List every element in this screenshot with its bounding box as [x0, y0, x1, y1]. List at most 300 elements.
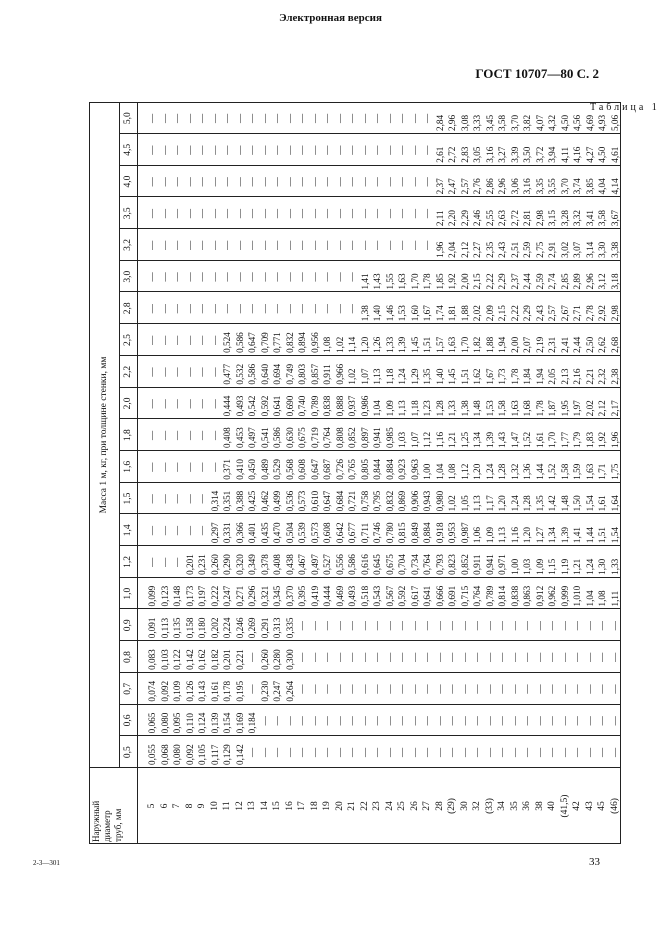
diameter-value: 12 — [234, 801, 245, 811]
mass-cell: — — [584, 621, 595, 631]
mass-cell: 2,37 — [509, 273, 520, 290]
mass-cell: — — [284, 208, 295, 219]
mass-cell: — — [384, 240, 395, 250]
mass-cell: 1,20 — [359, 336, 370, 353]
mass-cell: 0,746 — [372, 522, 382, 544]
diameter-header-line-1: Наружный — [91, 800, 101, 842]
mass-cell: 0,161 — [209, 680, 220, 702]
diameter-value: 38 — [534, 801, 545, 811]
mass-cell: 1,55 — [384, 273, 395, 290]
mass-cell: 0,320 — [234, 554, 245, 575]
mass-cell: — — [172, 557, 182, 567]
mass-cell: 1,58 — [497, 400, 507, 417]
mass-cell: — — [347, 684, 357, 694]
diameter-value: 19 — [322, 801, 332, 811]
mass-cell: 1,82 — [472, 336, 482, 353]
mass-cell: 0,641 — [272, 395, 282, 417]
mass-cell: — — [572, 747, 582, 757]
mass-cell: 0,408 — [272, 554, 282, 575]
mass-cell: — — [434, 621, 445, 631]
mass-cell: 1,06 — [472, 527, 482, 544]
mass-cell: — — [197, 240, 207, 250]
mass-cell: — — [384, 621, 395, 631]
diameter-value: 11 — [222, 801, 232, 811]
mass-cell: — — [197, 272, 207, 282]
column-rule — [119, 260, 621, 261]
mass-cell: 0,378 — [259, 554, 270, 575]
mass-cell: — — [184, 494, 195, 504]
thickness-header: 1,0 — [123, 587, 133, 600]
column-rule — [119, 387, 621, 388]
mass-cell: — — [459, 716, 470, 726]
mass-cell: 0,941 — [484, 554, 495, 575]
mass-cell: — — [322, 716, 332, 726]
mass-cell: 0,173 — [184, 585, 195, 607]
mass-cell: — — [472, 747, 482, 757]
mass-cell: — — [334, 652, 345, 662]
mass-cell: 0,758 — [359, 490, 370, 512]
column-rule — [119, 228, 621, 229]
mass-cell: — — [184, 304, 195, 314]
diameter-value: 14 — [259, 801, 270, 811]
mass-cell: 1,05 — [459, 495, 470, 512]
mass-cell: — — [509, 716, 520, 726]
mass-cell: — — [209, 208, 220, 219]
mass-cell: 0,953 — [447, 522, 457, 544]
mass-cell: — — [384, 716, 395, 726]
mass-cell: — — [247, 145, 257, 155]
mass-cell: 1,78 — [422, 273, 432, 290]
mass-cell: — — [222, 240, 232, 250]
mass-cell: — — [309, 113, 320, 123]
mass-cell: — — [372, 684, 382, 694]
mass-cell: — — [522, 652, 532, 662]
mass-cell: — — [584, 684, 595, 694]
column-rule — [119, 513, 621, 514]
mass-cell: 0,271 — [234, 585, 245, 607]
mass-cell: — — [272, 208, 282, 219]
mass-cell: — — [284, 304, 295, 314]
mass-cell: 0,642 — [334, 522, 345, 544]
mass-cell: 0,524 — [222, 332, 232, 353]
mass-cell: 0,493 — [347, 585, 357, 607]
mass-cell: — — [284, 272, 295, 282]
mass-cell: 0,573 — [297, 490, 307, 512]
mass-cell: — — [309, 177, 320, 187]
mass-cell: 1,61 — [597, 495, 607, 512]
mass-cell: 1,44 — [584, 527, 595, 544]
mass-cell: — — [197, 430, 207, 440]
mass-cell: 3,94 — [547, 146, 557, 163]
mass-cell: 2,71 — [572, 305, 582, 322]
mass-cell: — — [547, 652, 557, 662]
mass-cell: — — [347, 747, 357, 757]
mass-cell: 1,18 — [384, 368, 395, 385]
mass-cell: — — [184, 113, 195, 123]
mass-cell: 0,224 — [222, 617, 232, 639]
mass-cell: 4,61 — [609, 146, 620, 163]
mass-cell: — — [334, 747, 345, 757]
mass-cell: 2,55 — [484, 210, 495, 227]
mass-cell: 0,709 — [259, 332, 270, 353]
mass-cell: — — [609, 652, 620, 662]
mass-cell: 1,63 — [447, 336, 457, 353]
mass-cell: — — [309, 621, 320, 631]
diameter-value: 9 — [197, 803, 207, 809]
mass-cell: 2,46 — [472, 210, 482, 227]
column-rule — [119, 355, 621, 356]
mass-cell: — — [309, 304, 320, 314]
mass-cell: — — [497, 684, 507, 694]
mass-cell: 0,351 — [222, 490, 232, 512]
mass-cell: — — [409, 177, 420, 187]
mass-cell: 0,401 — [247, 522, 257, 544]
mass-cell: — — [209, 272, 220, 282]
mass-cell: — — [572, 652, 582, 662]
mass-cell: 2,43 — [534, 305, 545, 322]
diameter-value: 25 — [397, 801, 407, 811]
mass-cell: 1,38 — [359, 305, 370, 322]
mass-table — [89, 102, 621, 844]
mass-cell: 3,41 — [584, 210, 595, 227]
mass-cell: 3,16 — [484, 146, 495, 163]
mass-cell: — — [384, 145, 395, 155]
mass-cell: 2,96 — [497, 178, 507, 195]
mass-cell: 0,832 — [284, 332, 295, 353]
diameter-value: 22 — [359, 801, 370, 811]
mass-cell: 2,05 — [547, 368, 557, 385]
mass-cell: 2,04 — [447, 241, 457, 258]
mass-cell: 2,29 — [497, 273, 507, 290]
mass-cell: — — [472, 621, 482, 631]
mass-cell: 0,182 — [209, 649, 220, 670]
mass-cell: 1,45 — [409, 336, 420, 353]
mass-cell: 0,504 — [284, 522, 295, 544]
mass-cell: — — [197, 304, 207, 314]
mass-cell: — — [197, 113, 207, 123]
mass-cell: — — [159, 494, 170, 504]
mass-cell: 0,764 — [422, 554, 432, 575]
mass-cell: 1,24 — [484, 463, 495, 480]
mass-cell: — — [522, 621, 532, 631]
mass-cell: — — [209, 304, 220, 314]
mass-cell: 0,300 — [284, 649, 295, 670]
mass-cell: 2,72 — [509, 210, 520, 227]
mass-cell: — — [372, 177, 382, 187]
mass-cell: 1,39 — [397, 336, 407, 353]
mass-cell: — — [484, 684, 495, 694]
mass-cell: — — [222, 113, 232, 123]
mass-cell: — — [347, 716, 357, 726]
mass-cell: 0,543 — [372, 585, 382, 607]
mass-cell: — — [322, 747, 332, 757]
mass-cell: — — [172, 399, 182, 409]
mass-cell: — — [397, 145, 407, 155]
mass-cell: 2,47 — [447, 178, 457, 195]
diameter-value: 43 — [584, 801, 595, 811]
mass-cell: 2,19 — [534, 336, 545, 353]
mass-cell: 2,13 — [559, 368, 570, 385]
mass-cell: 0,764 — [322, 427, 332, 448]
mass-cell: — — [434, 684, 445, 694]
thickness-header: 1,5 — [123, 492, 133, 505]
mass-cell: — — [247, 684, 257, 694]
mass-cell: 0,647 — [322, 490, 332, 512]
mass-cell: 1,88 — [484, 336, 495, 353]
mass-cell: 2,12 — [459, 241, 470, 258]
mass-cell: 4,27 — [584, 146, 595, 163]
mass-cell: 3,05 — [472, 146, 482, 163]
mass-cell: — — [322, 208, 332, 219]
mass-cell: — — [447, 747, 457, 757]
mass-cell: 0,719 — [309, 427, 320, 448]
mass-cell: 2,59 — [522, 241, 532, 258]
mass-cell: 1,70 — [459, 336, 470, 353]
mass-cell: 2,02 — [472, 305, 482, 322]
diameter-value: 32 — [472, 801, 482, 811]
mass-cell: 1,92 — [597, 431, 607, 448]
header-electronic-version: Электронная версия — [279, 12, 382, 24]
mass-cell: — — [409, 747, 420, 757]
mass-cell: 0,246 — [234, 617, 245, 639]
mass-cell: 3,14 — [584, 241, 595, 258]
mass-cell: 1,16 — [434, 431, 445, 448]
mass-cell: 1,51 — [459, 368, 470, 385]
mass-cell: — — [159, 272, 170, 282]
mass-cell: 0,691 — [447, 585, 457, 607]
thickness-header-rule — [137, 102, 138, 768]
mass-cell: 0,444 — [222, 395, 232, 417]
mass-cell: — — [184, 399, 195, 409]
mass-cell: — — [172, 177, 182, 187]
mass-cell: 0,371 — [222, 459, 232, 480]
mass-cell: 0,586 — [272, 427, 282, 448]
diameter-value: (46) — [609, 798, 620, 814]
mass-cell: — — [597, 652, 607, 662]
mass-cell: 0,943 — [422, 490, 432, 512]
mass-cell: 0,162 — [197, 649, 207, 670]
thickness-header: 0,9 — [123, 619, 133, 632]
mass-cell: — — [534, 747, 545, 757]
mass-cell: 0,923 — [397, 459, 407, 480]
mass-cell: — — [409, 684, 420, 694]
mass-cell: 0,897 — [359, 427, 370, 448]
mass-cell: 0,124 — [197, 712, 207, 734]
mass-cell: — — [159, 145, 170, 155]
mass-cell: — — [509, 621, 520, 631]
mass-cell: 1,02 — [334, 336, 345, 353]
mass-cell: 0,489 — [259, 459, 270, 480]
thickness-header: 1,4 — [123, 524, 133, 537]
mass-cell: 4,11 — [559, 146, 570, 163]
mass-cell: 0,803 — [297, 363, 307, 385]
mass-cell: — — [397, 652, 407, 662]
mass-cell: 0,641 — [422, 585, 432, 607]
mass-cell: 1,00 — [422, 463, 432, 480]
mass-cell: 0,795 — [372, 490, 382, 512]
mass-cell: 1,18 — [409, 400, 420, 417]
mass-cell: — — [172, 430, 182, 440]
column-rule — [119, 640, 621, 641]
mass-cell: 0,169 — [234, 712, 245, 734]
mass-cell: 0,477 — [222, 363, 232, 385]
mass-cell: 1,17 — [484, 495, 495, 512]
mass-cell: 0,222 — [209, 585, 220, 607]
mass-cell: — — [234, 304, 245, 314]
mass-cell: — — [147, 462, 157, 472]
mass-cell: 0,573 — [309, 522, 320, 544]
mass-cell: — — [309, 208, 320, 219]
mass-cell: — — [534, 652, 545, 662]
mass-cell: — — [359, 145, 370, 155]
mass-cell: — — [297, 621, 307, 631]
mass-cell: — — [497, 652, 507, 662]
mass-cell: 0,109 — [172, 680, 182, 702]
mass-cell: 1,47 — [509, 431, 520, 448]
mass-cell: 1,20 — [472, 463, 482, 480]
mass-cell: 0,675 — [384, 554, 395, 575]
mass-cell: 0,105 — [197, 744, 207, 765]
mass-cell: 3,18 — [609, 273, 620, 290]
mass-cell: — — [172, 145, 182, 155]
mass-cell: — — [559, 652, 570, 662]
mass-cell: 1,04 — [372, 400, 382, 417]
mass-cell: — — [234, 272, 245, 282]
column-rule — [119, 450, 621, 451]
mass-cell: — — [322, 113, 332, 123]
mass-cell: — — [322, 145, 332, 155]
mass-cell: — — [322, 240, 332, 250]
standard-title: ГОСТ 10707—80 С. 2 — [475, 66, 599, 81]
mass-cell: — — [147, 430, 157, 440]
mass-cell: — — [459, 747, 470, 757]
mass-cell: 1,24 — [397, 368, 407, 385]
mass-cell: — — [497, 747, 507, 757]
mass-cell: — — [347, 208, 357, 219]
mass-cell: 0,260 — [209, 554, 220, 575]
mass-cell: 0,230 — [259, 680, 270, 702]
diameter-header-line-3: труб, мм — [113, 808, 123, 842]
mass-cell: 1,43 — [497, 431, 507, 448]
mass-cell: 0,142 — [234, 744, 245, 765]
mass-cell: — — [297, 304, 307, 314]
mass-cell: 1,28 — [434, 400, 445, 417]
mass-cell: — — [209, 177, 220, 187]
mass-cell: 0,962 — [547, 585, 557, 607]
mass-cell: — — [584, 716, 595, 726]
mass-cell: 0,764 — [472, 585, 482, 607]
mass-cell: 2,41 — [559, 336, 570, 353]
mass-cell: — — [234, 145, 245, 155]
mass-cell: — — [484, 716, 495, 726]
mass-cell: 3,35 — [534, 178, 545, 195]
mass-cell: — — [297, 177, 307, 187]
mass-cell: 3,27 — [497, 146, 507, 163]
mass-cell: 0,201 — [222, 649, 232, 670]
mass-cell: 0,154 — [222, 712, 232, 734]
mass-cell: — — [147, 367, 157, 377]
mass-cell: — — [247, 652, 257, 662]
mass-cell: 2,22 — [509, 305, 520, 322]
table-right-border — [89, 102, 621, 103]
mass-cell: 0,425 — [247, 490, 257, 512]
mass-cell: 0,529 — [272, 459, 282, 480]
mass-cell: — — [522, 747, 532, 757]
mass-cell: — — [347, 113, 357, 123]
diameter-value: 21 — [347, 801, 357, 811]
mass-cell: 0,260 — [259, 649, 270, 670]
mass-cell: 0,711 — [359, 522, 370, 544]
mass-cell: 3,45 — [484, 114, 495, 131]
thickness-header: 2,8 — [123, 302, 133, 315]
mass-cell: 2,38 — [609, 368, 620, 385]
mass-cell: — — [347, 240, 357, 250]
mass-cell: — — [484, 747, 495, 757]
mass-cell: — — [247, 272, 257, 282]
mass-cell: — — [447, 716, 457, 726]
mass-cell: — — [422, 208, 432, 219]
mass-cell: — — [309, 684, 320, 694]
mass-cell: — — [284, 113, 295, 123]
mass-cell: 1,64 — [609, 495, 620, 512]
mass-cell: 3,85 — [584, 178, 595, 195]
mass-cell: 2,32 — [597, 368, 607, 385]
mass-cell: 0,749 — [284, 363, 295, 385]
mass-cell: — — [547, 621, 557, 631]
mass-cell: 1,11 — [609, 590, 620, 607]
mass-cell: 0,771 — [272, 332, 282, 353]
mass-cell: 1,39 — [559, 527, 570, 544]
mass-cell: — — [159, 462, 170, 472]
mass-cell: — — [297, 684, 307, 694]
mass-cell: — — [534, 621, 545, 631]
mass-cell: — — [197, 177, 207, 187]
mass-cell: 0,734 — [409, 554, 420, 575]
mass-cell: 2,02 — [584, 400, 595, 417]
diameter-value: 28 — [434, 801, 445, 811]
mass-cell: 1,95 — [559, 400, 570, 417]
mass-cell: — — [322, 272, 332, 282]
mass-cell: 2,96 — [447, 114, 457, 131]
mass-cell: 2,22 — [484, 273, 495, 290]
mass-cell: — — [372, 240, 382, 250]
mass-cell: 0,956 — [309, 332, 320, 353]
mass-cell: — — [247, 113, 257, 123]
mass-cell: 1,21 — [447, 431, 457, 448]
mass-cell: — — [209, 430, 220, 440]
mass-cell: — — [547, 684, 557, 694]
diameter-value: 27 — [422, 801, 432, 811]
mass-cell: — — [522, 684, 532, 694]
mass-cell: 2,51 — [509, 241, 520, 258]
footer-code: 2-3—301 — [33, 859, 60, 867]
mass-cell: 0,143 — [197, 680, 207, 702]
mass-cell: — — [397, 177, 407, 187]
mass-cell: 3,38 — [609, 241, 620, 258]
mass-cell: 2,81 — [522, 210, 532, 227]
mass-cell: — — [409, 113, 420, 123]
mass-cell: 0,331 — [222, 522, 232, 544]
mass-cell: 5,06 — [609, 114, 620, 131]
mass-cell: — — [184, 430, 195, 440]
mass-cell: — — [159, 525, 170, 536]
mass-cell: 3,70 — [509, 114, 520, 131]
mass-cell: — — [247, 208, 257, 219]
diameter-value: 24 — [384, 801, 395, 811]
mass-cell: 1,79 — [572, 431, 582, 448]
mass-cell: 0,740 — [297, 395, 307, 417]
mass-cell: — — [147, 399, 157, 409]
